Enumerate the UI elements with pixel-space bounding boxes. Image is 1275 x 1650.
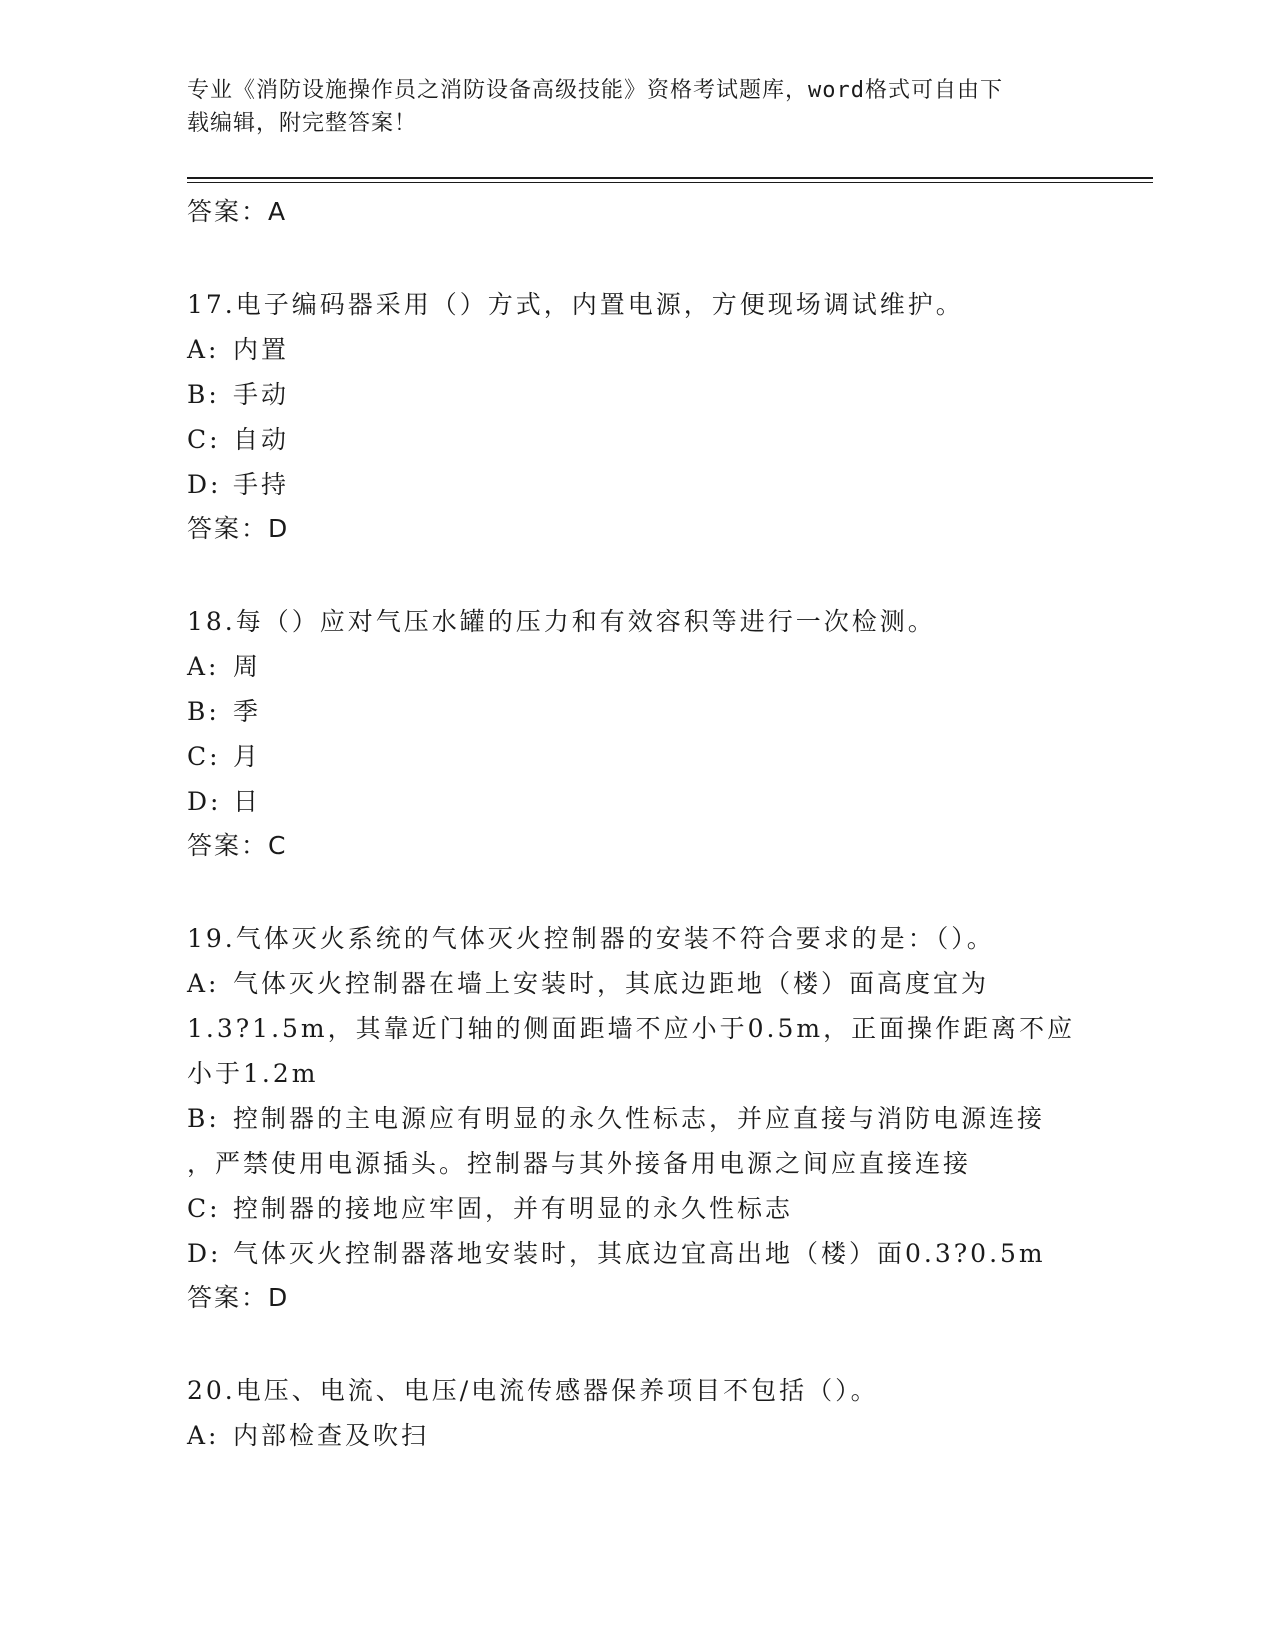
option-text: 自动 xyxy=(233,425,290,454)
answer-line: 答案：D xyxy=(187,1283,290,1312)
option-label: A: xyxy=(187,969,220,998)
question-block xyxy=(187,282,1107,551)
option-text: 日 xyxy=(233,787,262,816)
option-b xyxy=(187,1096,1107,1141)
option-label: C: xyxy=(187,742,221,771)
header-rule-thin xyxy=(187,182,1153,183)
option-c xyxy=(187,1186,1107,1231)
question-text: 19.气体灭火系统的气体灭火控制器的安装不符合要求的是：（）。 xyxy=(187,924,995,953)
answer-line: 答案：C xyxy=(187,831,288,860)
spacer xyxy=(187,868,1107,916)
spacer xyxy=(187,1320,1107,1368)
previous-answer: 答案：A xyxy=(187,197,288,226)
option-label: D: xyxy=(187,470,222,499)
answer-line: 答案：D xyxy=(187,514,290,543)
option-d xyxy=(187,462,1107,507)
option-a xyxy=(187,644,1107,689)
option-text: 月 xyxy=(233,742,262,771)
option-text: 手动 xyxy=(233,380,290,409)
option-label: A: xyxy=(187,652,220,681)
option-label: A: xyxy=(187,1421,220,1450)
option-b xyxy=(187,372,1107,417)
option-label: C: xyxy=(187,425,221,454)
option-c xyxy=(187,417,1107,462)
option-label: A: xyxy=(187,335,220,364)
option-a-continuation: 小于1.2m xyxy=(187,1059,319,1088)
option-text: 气体灭火控制器在墙上安装时，其底边距地（楼）面高度宜为 xyxy=(233,969,990,998)
option-d xyxy=(187,1231,1107,1276)
option-text: 季 xyxy=(233,697,262,726)
option-text: 内部检查及吹扫 xyxy=(233,1421,430,1450)
spacer xyxy=(187,234,1107,282)
option-a-continuation: 1.3?1.5m，其靠近门轴的侧面距墙不应小于0.5m，正面操作距离不应 xyxy=(187,1014,1076,1043)
option-label: B: xyxy=(187,380,220,409)
option-label: D: xyxy=(187,1239,222,1268)
header-line-1: 专业《消防设施操作员之消防设备高级技能》资格考试题库，word格式可自由下 xyxy=(187,78,1003,103)
question-block xyxy=(187,1368,1107,1458)
question-list xyxy=(187,190,1107,1458)
option-label: B: xyxy=(187,697,220,726)
option-text: 手持 xyxy=(233,470,290,499)
option-label: C: xyxy=(187,1194,221,1223)
option-text: 内置 xyxy=(233,335,290,364)
question-block xyxy=(187,916,1107,1320)
header-line-2: 载编辑，附完整答案！ xyxy=(187,111,418,136)
option-a xyxy=(187,1413,1107,1458)
document-header xyxy=(187,74,1087,140)
option-c xyxy=(187,734,1107,779)
option-text: 周 xyxy=(233,652,262,681)
option-d xyxy=(187,779,1107,824)
option-text: 控制器的接地应牢固，并有明显的永久性标志 xyxy=(233,1194,794,1223)
option-a xyxy=(187,327,1107,372)
option-label: B: xyxy=(187,1104,220,1133)
header-rule-thick xyxy=(187,177,1153,179)
question-text: 18.每（）应对气压水罐的压力和有效容积等进行一次检测。 xyxy=(187,607,936,636)
option-a xyxy=(187,961,1107,1006)
option-text: 气体灭火控制器落地安装时，其底边宜高出地（楼）面0.3?0.5m xyxy=(233,1239,1046,1268)
option-label: D: xyxy=(187,787,222,816)
option-b-continuation: ，严禁使用电源插头。控制器与其外接备用电源之间应直接连接 xyxy=(187,1149,972,1178)
question-text: 20.电压、电流、电压/电流传感器保养项目不包括（）。 xyxy=(187,1376,879,1405)
option-text: 控制器的主电源应有明显的永久性标志，并应直接与消防电源连接 xyxy=(233,1104,1046,1133)
spacer xyxy=(187,551,1107,599)
option-b xyxy=(187,689,1107,734)
question-block xyxy=(187,599,1107,868)
question-text: 17.电子编码器采用（）方式，内置电源，方便现场调试维护。 xyxy=(187,290,964,319)
